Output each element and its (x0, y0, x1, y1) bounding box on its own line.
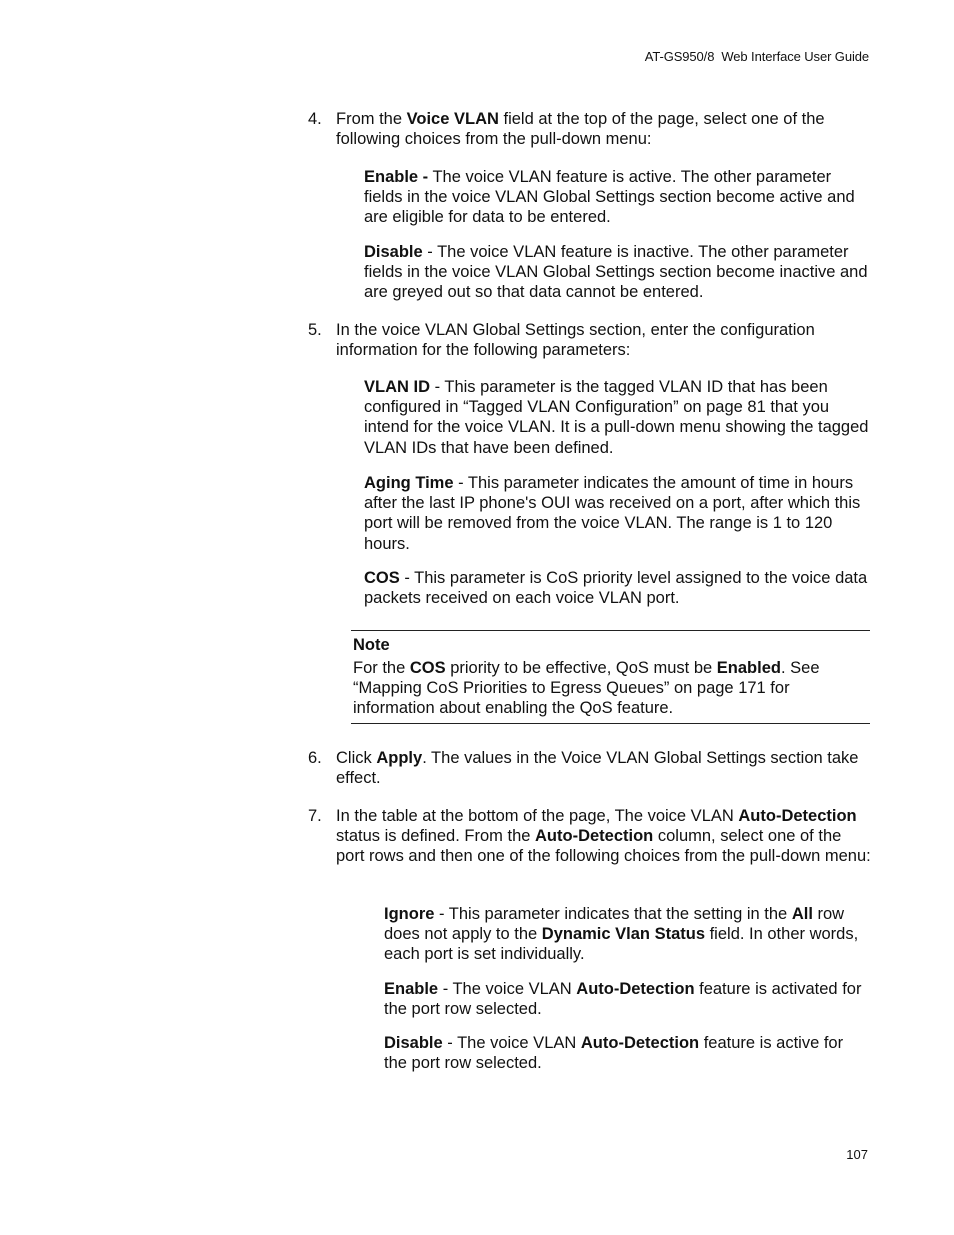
bold-term: All (791, 905, 813, 923)
bold-term: COS (364, 569, 400, 587)
text-run: priority to be effective, QoS must be (445, 659, 717, 677)
param-enable (364, 167, 874, 228)
text-run: From the (336, 110, 407, 128)
text-run: - This parameter indicates that the setting in the (434, 905, 792, 923)
text-run: row does not apply to the (384, 905, 845, 944)
bold-term: COS (409, 659, 446, 677)
param-aging-time (364, 473, 874, 554)
text-run: feature is activated for the port row selected. (384, 980, 862, 1019)
param-cos (364, 568, 874, 608)
step-5-text: In the voice VLAN Global Settings section, enter the configuration information for the following parameters: (336, 321, 815, 360)
text-run: The voice VLAN feature is active. The other parameter fields in the voice VLAN Global Settings section become active and are eligible for data to be entered. (364, 168, 855, 227)
text-run: - This parameter is the tagged VLAN ID that has been configured in “Tagged VLAN Configuration” on page 81 that you intend for the voice VLAN. It is a pull-down menu showing the tagged VLAN IDs that have been defined. (364, 378, 869, 457)
step-number: 4. (308, 110, 322, 128)
step-7-text (336, 806, 871, 867)
text-run: - This parameter is CoS priority level assigned to the voice data packets received on each voice VLAN port. (364, 569, 868, 608)
step-number: 5. (308, 321, 322, 339)
text-run: feature is active for the port row selected. (384, 1034, 844, 1073)
running-header: AT-GS950/8 Web Interface User Guide (644, 49, 869, 64)
option-ignore (384, 904, 870, 965)
bold-term: Voice VLAN (406, 110, 499, 128)
step-6-text (336, 748, 871, 788)
bold-term: Auto-Detection (580, 1034, 700, 1052)
param-disable (364, 242, 874, 303)
bold-term: Apply (376, 749, 423, 767)
bold-term: VLAN ID (364, 378, 430, 396)
option-enable (384, 979, 870, 1019)
text-run: In the table at the bottom of the page, The voice VLAN (336, 807, 739, 825)
bold-term: Enabled (716, 659, 781, 677)
bold-term: Enable (384, 980, 439, 998)
note-box (351, 630, 870, 724)
option-disable (384, 1033, 870, 1073)
text-run: column, select one of the port rows and then one of the following choices from the pull-down menu: (336, 827, 871, 866)
text-run: - The voice VLAN (442, 1034, 581, 1052)
bold-term: Ignore (384, 905, 435, 923)
bold-term: Auto-Detection (576, 980, 695, 998)
note-body (353, 658, 863, 719)
text-run: - This parameter indicates the amount of time in hours after the last IP phone's OUI was received on a port, after which this port will be removed from the voice VLAN. The range is 1 to 120 hours. (364, 474, 861, 553)
bold-term: Enable - (364, 168, 429, 186)
bold-term: Auto-Detection (738, 807, 857, 825)
bold-term: Aging Time (364, 474, 454, 492)
text-run: For the (353, 659, 410, 677)
text-run: field. In other words, each port is set individually. (384, 925, 859, 964)
text-run: - The voice VLAN (438, 980, 577, 998)
text-run: status is defined. From the (336, 827, 536, 846)
step-4-text (336, 109, 871, 149)
step-number: 6. (308, 749, 322, 767)
note-title: Note (353, 636, 390, 654)
bold-term: Auto-Detection (535, 827, 654, 846)
text-run: field at the top of the page, select one of the following choices from the pull-down menu: (336, 110, 825, 149)
bold-term: Dynamic Vlan Status (541, 925, 706, 944)
text-run: Click (336, 749, 377, 767)
bold-term: Disable (364, 243, 423, 261)
step-number: 7. (308, 807, 322, 825)
bold-term: Disable (384, 1034, 443, 1052)
text-run: . The values in the Voice VLAN Global Settings section take effect. (336, 749, 859, 788)
page-number: 107 (846, 1147, 868, 1162)
param-vlan-id (364, 377, 874, 458)
text-run: - The voice VLAN feature is inactive. The other parameter fields in the voice VLAN Global Settings section become inactive and are greyed out so that data cannot be entered. (364, 243, 868, 302)
text-run: . See “Mapping CoS Priorities to Egress Queues” on page 171 for information about enabling the QoS feature. (353, 659, 820, 718)
